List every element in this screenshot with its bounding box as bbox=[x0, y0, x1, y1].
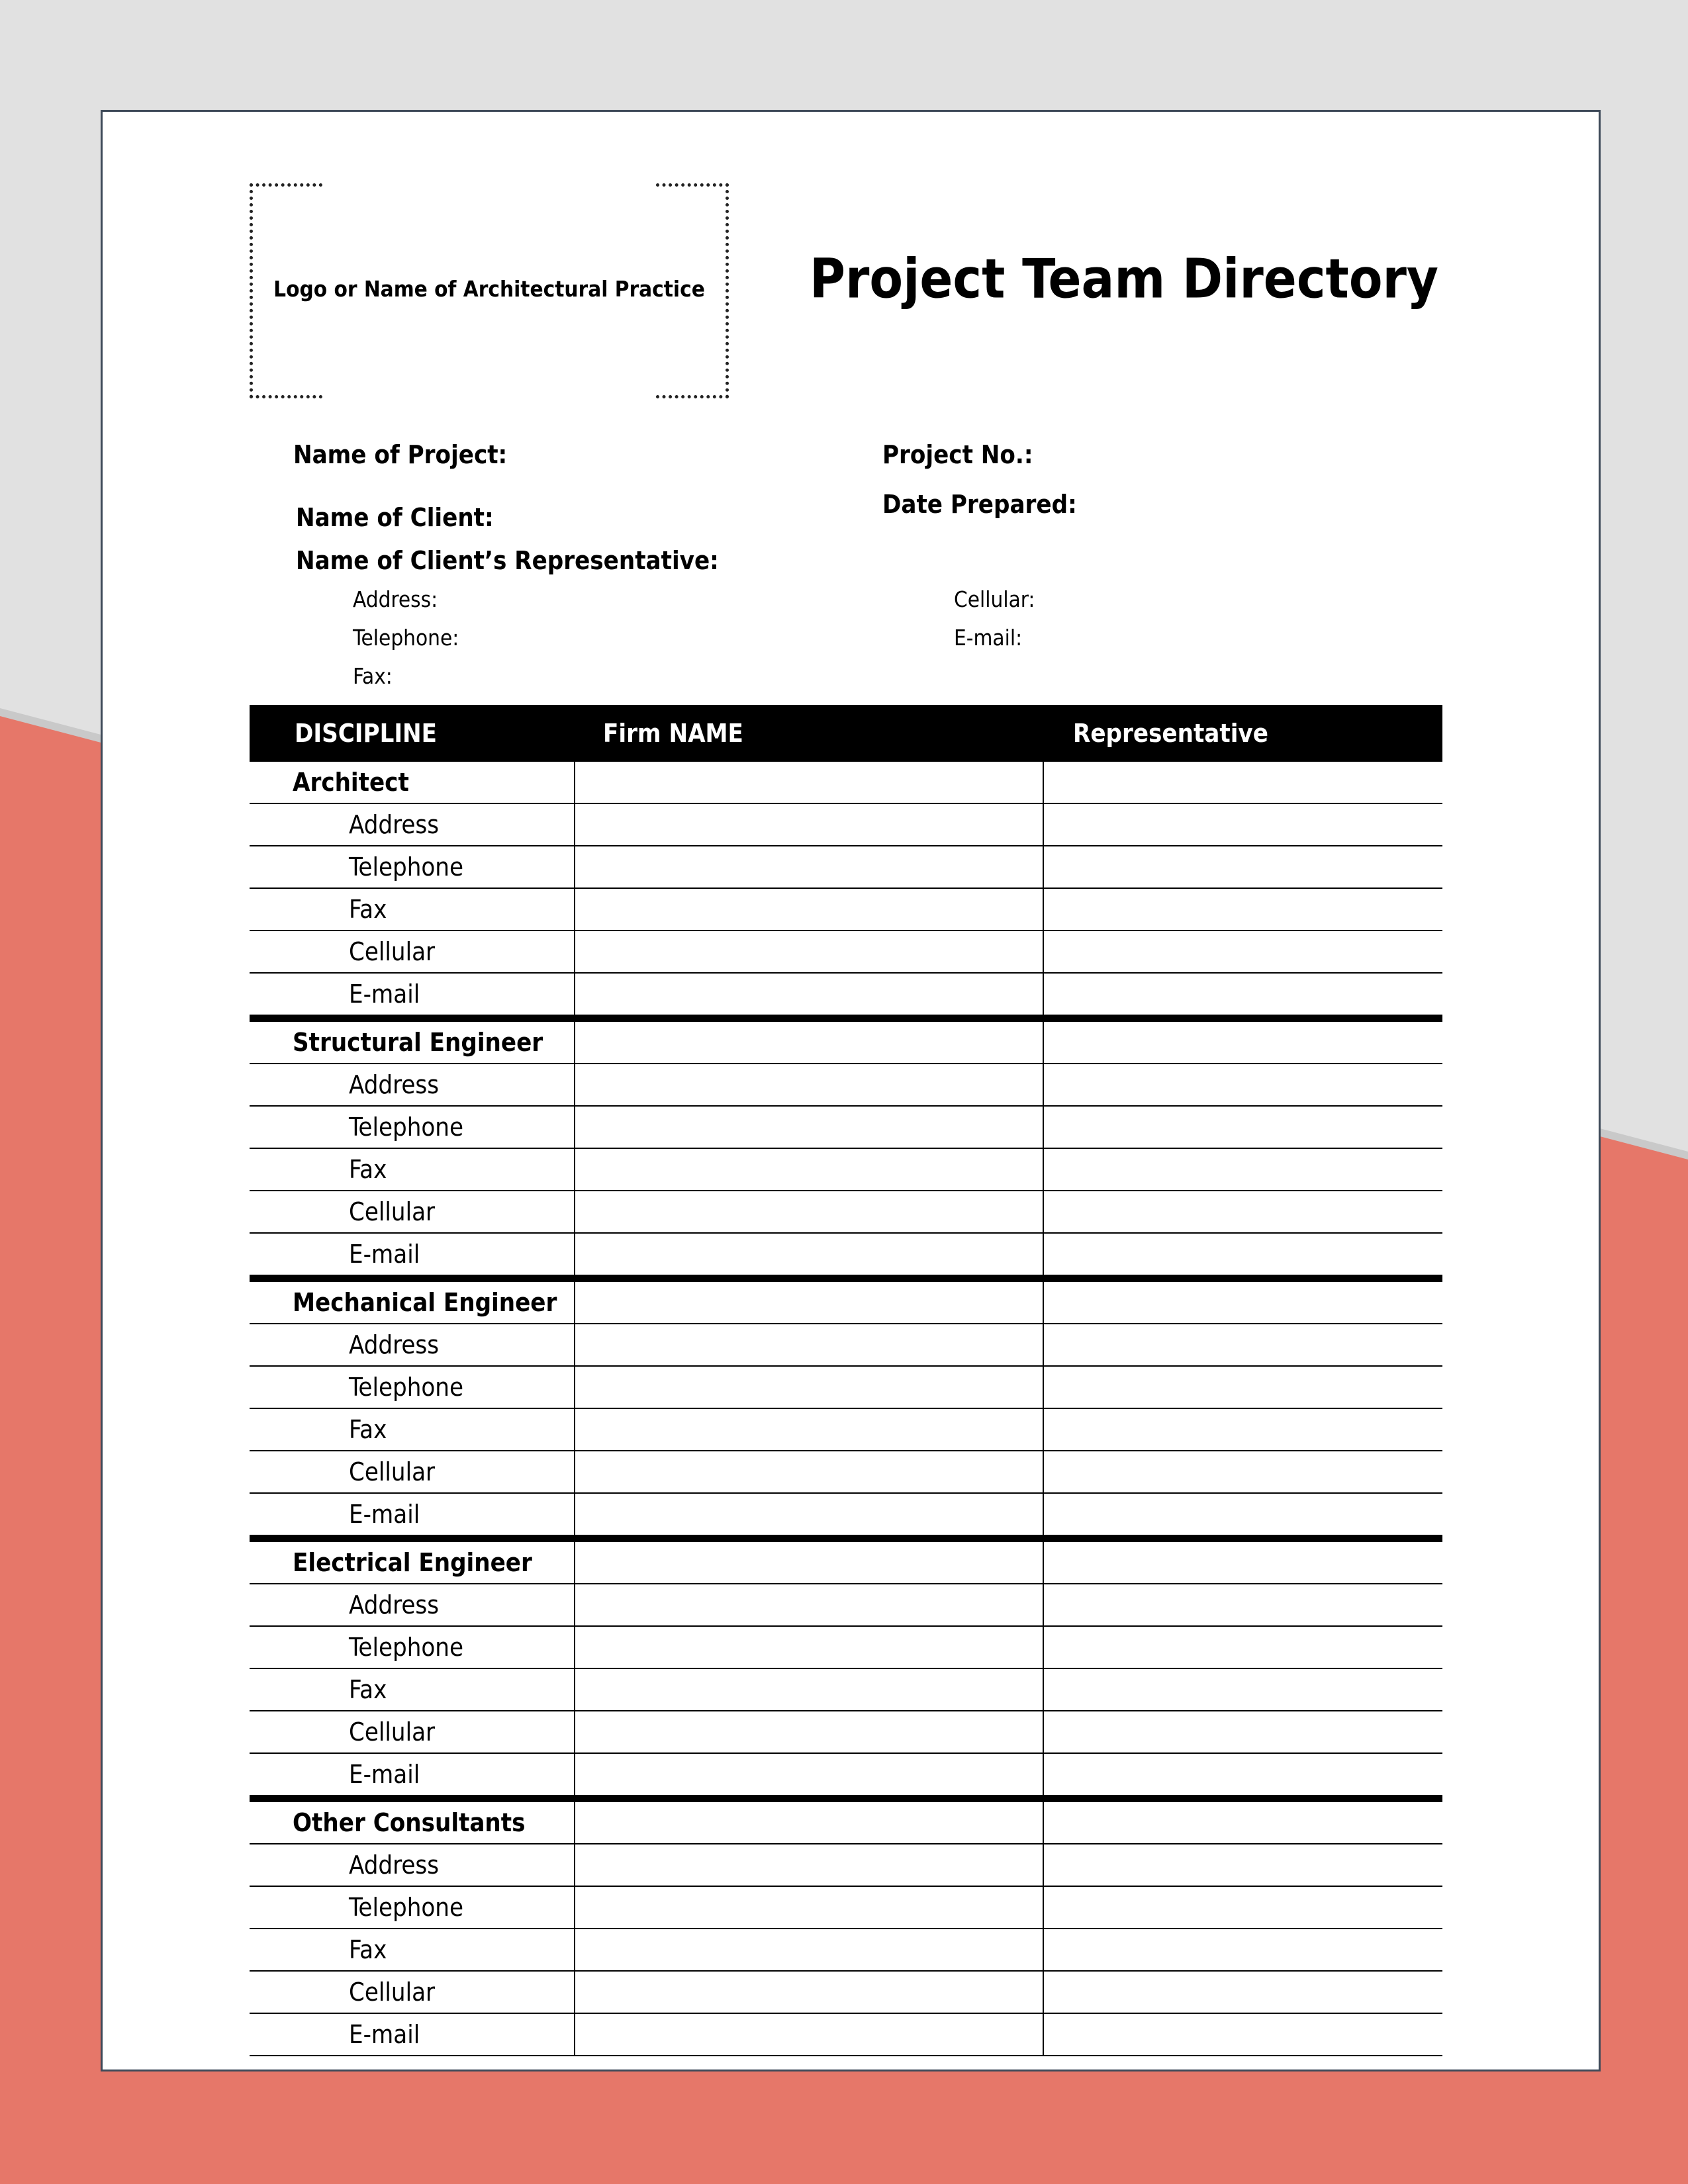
representative-cell[interactable] bbox=[1043, 1234, 1442, 1275]
table-row bbox=[250, 1064, 1442, 1107]
document-page bbox=[101, 110, 1601, 2071]
field-label: Fax bbox=[349, 895, 387, 924]
representative-cell[interactable] bbox=[1043, 762, 1442, 803]
project-no-label: Project No.: bbox=[882, 440, 1033, 469]
firm-name-cell[interactable] bbox=[574, 1409, 1044, 1450]
field-label: E-mail bbox=[349, 1240, 420, 1269]
representative-cell[interactable] bbox=[1043, 1802, 1442, 1843]
representative-cell[interactable] bbox=[1043, 846, 1442, 887]
firm-name-cell[interactable] bbox=[574, 1282, 1044, 1323]
discipline-cell bbox=[250, 762, 574, 803]
discipline-title: Electrical Engineer bbox=[293, 1548, 532, 1577]
firm-name-cell[interactable] bbox=[574, 1929, 1044, 1970]
discipline-cell bbox=[250, 1064, 574, 1105]
representative-cell[interactable] bbox=[1043, 1929, 1442, 1970]
field-label: Fax bbox=[349, 1675, 387, 1704]
representative-cell[interactable] bbox=[1043, 1711, 1442, 1752]
table-row bbox=[250, 1887, 1442, 1929]
discipline-title: Architect bbox=[293, 768, 409, 797]
firm-name-cell[interactable] bbox=[574, 1844, 1044, 1886]
discipline-cell bbox=[250, 1584, 574, 1625]
table-row bbox=[250, 1802, 1442, 1844]
table-row bbox=[250, 1844, 1442, 1887]
firm-name-cell[interactable] bbox=[574, 1627, 1044, 1668]
table-row bbox=[250, 1149, 1442, 1191]
field-label: Cellular bbox=[349, 1978, 436, 2007]
section-electrical-engineer bbox=[250, 1536, 1442, 1796]
section-structural-engineer bbox=[250, 1016, 1442, 1276]
table-row bbox=[250, 1367, 1442, 1409]
discipline-cell bbox=[250, 1669, 574, 1710]
discipline-cell bbox=[250, 1754, 574, 1795]
firm-name-cell[interactable] bbox=[574, 2014, 1044, 2055]
representative-cell[interactable] bbox=[1043, 1324, 1442, 1365]
table-row bbox=[250, 1409, 1442, 1451]
firm-name-cell[interactable] bbox=[574, 1324, 1044, 1365]
section-mechanical-engineer bbox=[250, 1276, 1442, 1536]
firm-name-cell[interactable] bbox=[574, 1754, 1044, 1795]
table-row bbox=[250, 1451, 1442, 1494]
firm-name-cell[interactable] bbox=[574, 1367, 1044, 1408]
field-label: Telephone bbox=[349, 1373, 464, 1402]
firm-name-cell[interactable] bbox=[574, 1191, 1044, 1232]
field-label: Cellular bbox=[349, 937, 436, 966]
table-row bbox=[250, 1627, 1442, 1669]
header-discipline: DISCIPLINE bbox=[295, 719, 438, 748]
field-label: Telephone bbox=[349, 1893, 464, 1922]
table-row bbox=[250, 1754, 1442, 1796]
representative-cell[interactable] bbox=[1043, 1627, 1442, 1668]
date-prepared-label: Date Prepared: bbox=[882, 490, 1077, 519]
representative-cell[interactable] bbox=[1043, 1064, 1442, 1105]
table-row bbox=[250, 1494, 1442, 1536]
table-row bbox=[250, 1234, 1442, 1276]
table-row bbox=[250, 804, 1442, 846]
representative-cell[interactable] bbox=[1043, 1972, 1442, 2013]
field-label: Address bbox=[349, 1590, 440, 1619]
discipline-title: Structural Engineer bbox=[293, 1028, 543, 1057]
table-row bbox=[250, 1022, 1442, 1064]
firm-name-cell[interactable] bbox=[574, 1584, 1044, 1625]
representative-cell[interactable] bbox=[1043, 1451, 1442, 1492]
field-label: Address bbox=[349, 810, 440, 839]
firm-name-cell[interactable] bbox=[574, 1711, 1044, 1752]
representative-cell[interactable] bbox=[1043, 1409, 1442, 1450]
discipline-cell bbox=[250, 1451, 574, 1492]
firm-name-cell[interactable] bbox=[574, 1107, 1044, 1148]
discipline-cell bbox=[250, 1887, 574, 1928]
table-row bbox=[250, 889, 1442, 931]
discipline-cell bbox=[250, 1324, 574, 1365]
field-label: Telephone bbox=[349, 852, 464, 882]
representative-cell[interactable] bbox=[1043, 1669, 1442, 1710]
representative-cell[interactable] bbox=[1043, 2014, 1442, 2055]
discipline-cell bbox=[250, 1191, 574, 1232]
client-address-label: Address: bbox=[353, 586, 438, 612]
field-label: Address bbox=[349, 1850, 440, 1880]
representative-cell[interactable] bbox=[1043, 974, 1442, 1015]
discipline-cell bbox=[250, 931, 574, 972]
field-label: Cellular bbox=[349, 1197, 436, 1226]
firm-name-cell[interactable] bbox=[574, 1234, 1044, 1275]
discipline-cell bbox=[250, 1367, 574, 1408]
representative-cell[interactable] bbox=[1043, 1107, 1442, 1148]
field-label: E-mail bbox=[349, 2020, 420, 2049]
discipline-cell bbox=[250, 2014, 574, 2055]
firm-name-cell[interactable] bbox=[574, 1494, 1044, 1535]
table-row bbox=[250, 1669, 1442, 1711]
representative-cell[interactable] bbox=[1043, 1191, 1442, 1232]
firm-name-cell[interactable] bbox=[574, 1972, 1044, 2013]
firm-name-cell[interactable] bbox=[574, 1022, 1044, 1063]
discipline-title: Other Consultants bbox=[293, 1808, 526, 1837]
firm-name-cell[interactable] bbox=[574, 1802, 1044, 1843]
discipline-cell bbox=[250, 1972, 574, 2013]
firm-name-cell[interactable] bbox=[574, 1542, 1044, 1583]
table-row bbox=[250, 846, 1442, 889]
representative-cell[interactable] bbox=[1043, 1022, 1442, 1063]
field-label: Telephone bbox=[349, 1633, 464, 1662]
discipline-cell bbox=[250, 1929, 574, 1970]
table-row bbox=[250, 931, 1442, 974]
table-row bbox=[250, 1542, 1442, 1584]
discipline-cell bbox=[250, 1711, 574, 1752]
header-representative: Representative bbox=[1073, 719, 1268, 748]
discipline-cell bbox=[250, 846, 574, 887]
client-fax-label: Fax: bbox=[353, 663, 393, 689]
table-row bbox=[250, 1191, 1442, 1234]
representative-cell[interactable] bbox=[1043, 1584, 1442, 1625]
table-row bbox=[250, 974, 1442, 1016]
representative-cell[interactable] bbox=[1043, 889, 1442, 930]
table-row bbox=[250, 1929, 1442, 1972]
representative-cell[interactable] bbox=[1043, 1542, 1442, 1583]
firm-name-cell[interactable] bbox=[574, 1149, 1044, 1190]
firm-name-cell[interactable] bbox=[574, 846, 1044, 887]
firm-name-cell[interactable] bbox=[574, 1669, 1044, 1710]
representative-cell[interactable] bbox=[1043, 804, 1442, 845]
client-cellular-label: Cellular: bbox=[954, 586, 1035, 612]
firm-name-cell[interactable] bbox=[574, 974, 1044, 1015]
firm-name-cell[interactable] bbox=[574, 1887, 1044, 1928]
table-row bbox=[250, 2014, 1442, 2056]
discipline-cell bbox=[250, 1282, 574, 1323]
directory-table bbox=[250, 705, 1442, 2056]
firm-name-cell[interactable] bbox=[574, 1451, 1044, 1492]
section-architect bbox=[250, 762, 1442, 1016]
discipline-cell bbox=[250, 1149, 574, 1190]
firm-name-cell[interactable] bbox=[574, 762, 1044, 803]
field-label: Telephone bbox=[349, 1113, 464, 1142]
field-label: Cellular bbox=[349, 1717, 436, 1747]
discipline-cell bbox=[250, 1107, 574, 1148]
field-label: E-mail bbox=[349, 979, 420, 1009]
client-telephone-label: Telephone: bbox=[353, 625, 459, 651]
discipline-cell bbox=[250, 1409, 574, 1450]
logo-placeholder-text: Logo or Name of Architectural Practice bbox=[273, 276, 705, 302]
field-label: Fax bbox=[349, 1155, 387, 1184]
table-row bbox=[250, 1107, 1442, 1149]
section-other-consultants bbox=[250, 1796, 1442, 2056]
discipline-cell bbox=[250, 974, 574, 1015]
discipline-cell bbox=[250, 1022, 574, 1063]
representative-cell[interactable] bbox=[1043, 1494, 1442, 1535]
name-of-project-label: Name of Project: bbox=[293, 440, 508, 469]
field-label: Address bbox=[349, 1330, 440, 1359]
client-email-label: E-mail: bbox=[954, 625, 1023, 651]
table-row bbox=[250, 1324, 1442, 1367]
table-row bbox=[250, 1584, 1442, 1627]
representative-cell[interactable] bbox=[1043, 931, 1442, 972]
representative-cell[interactable] bbox=[1043, 1887, 1442, 1928]
discipline-cell bbox=[250, 1844, 574, 1886]
representative-cell[interactable] bbox=[1043, 1149, 1442, 1190]
page-title: Project Team Directory bbox=[809, 248, 1438, 311]
field-label: Fax bbox=[349, 1935, 387, 1964]
firm-name-cell[interactable] bbox=[574, 1064, 1044, 1105]
field-label: Cellular bbox=[349, 1457, 436, 1486]
table-body bbox=[250, 762, 1442, 2056]
representative-cell[interactable] bbox=[1043, 1844, 1442, 1886]
discipline-cell bbox=[250, 1234, 574, 1275]
table-row bbox=[250, 1972, 1442, 2014]
firm-name-cell[interactable] bbox=[574, 804, 1044, 845]
field-label: E-mail bbox=[349, 1500, 420, 1529]
representative-cell[interactable] bbox=[1043, 1282, 1442, 1323]
table-row bbox=[250, 762, 1442, 804]
discipline-cell bbox=[250, 889, 574, 930]
representative-cell[interactable] bbox=[1043, 1367, 1442, 1408]
firm-name-cell[interactable] bbox=[574, 931, 1044, 972]
discipline-cell bbox=[250, 1627, 574, 1668]
table-row bbox=[250, 1711, 1442, 1754]
discipline-cell bbox=[250, 804, 574, 845]
discipline-cell bbox=[250, 1802, 574, 1843]
name-of-client-label: Name of Client: bbox=[296, 503, 494, 532]
client-representative-label: Name of Client’s Representative: bbox=[296, 546, 719, 575]
field-label: Fax bbox=[349, 1415, 387, 1444]
logo-placeholder bbox=[250, 183, 729, 398]
field-label: Address bbox=[349, 1070, 440, 1099]
discipline-cell bbox=[250, 1494, 574, 1535]
representative-cell[interactable] bbox=[1043, 1754, 1442, 1795]
table-header bbox=[250, 705, 1442, 762]
header-firm-name: Firm NAME bbox=[603, 719, 743, 748]
discipline-cell bbox=[250, 1542, 574, 1583]
discipline-title: Mechanical Engineer bbox=[293, 1288, 557, 1317]
field-label: E-mail bbox=[349, 1760, 420, 1789]
firm-name-cell[interactable] bbox=[574, 889, 1044, 930]
table-row bbox=[250, 1282, 1442, 1324]
